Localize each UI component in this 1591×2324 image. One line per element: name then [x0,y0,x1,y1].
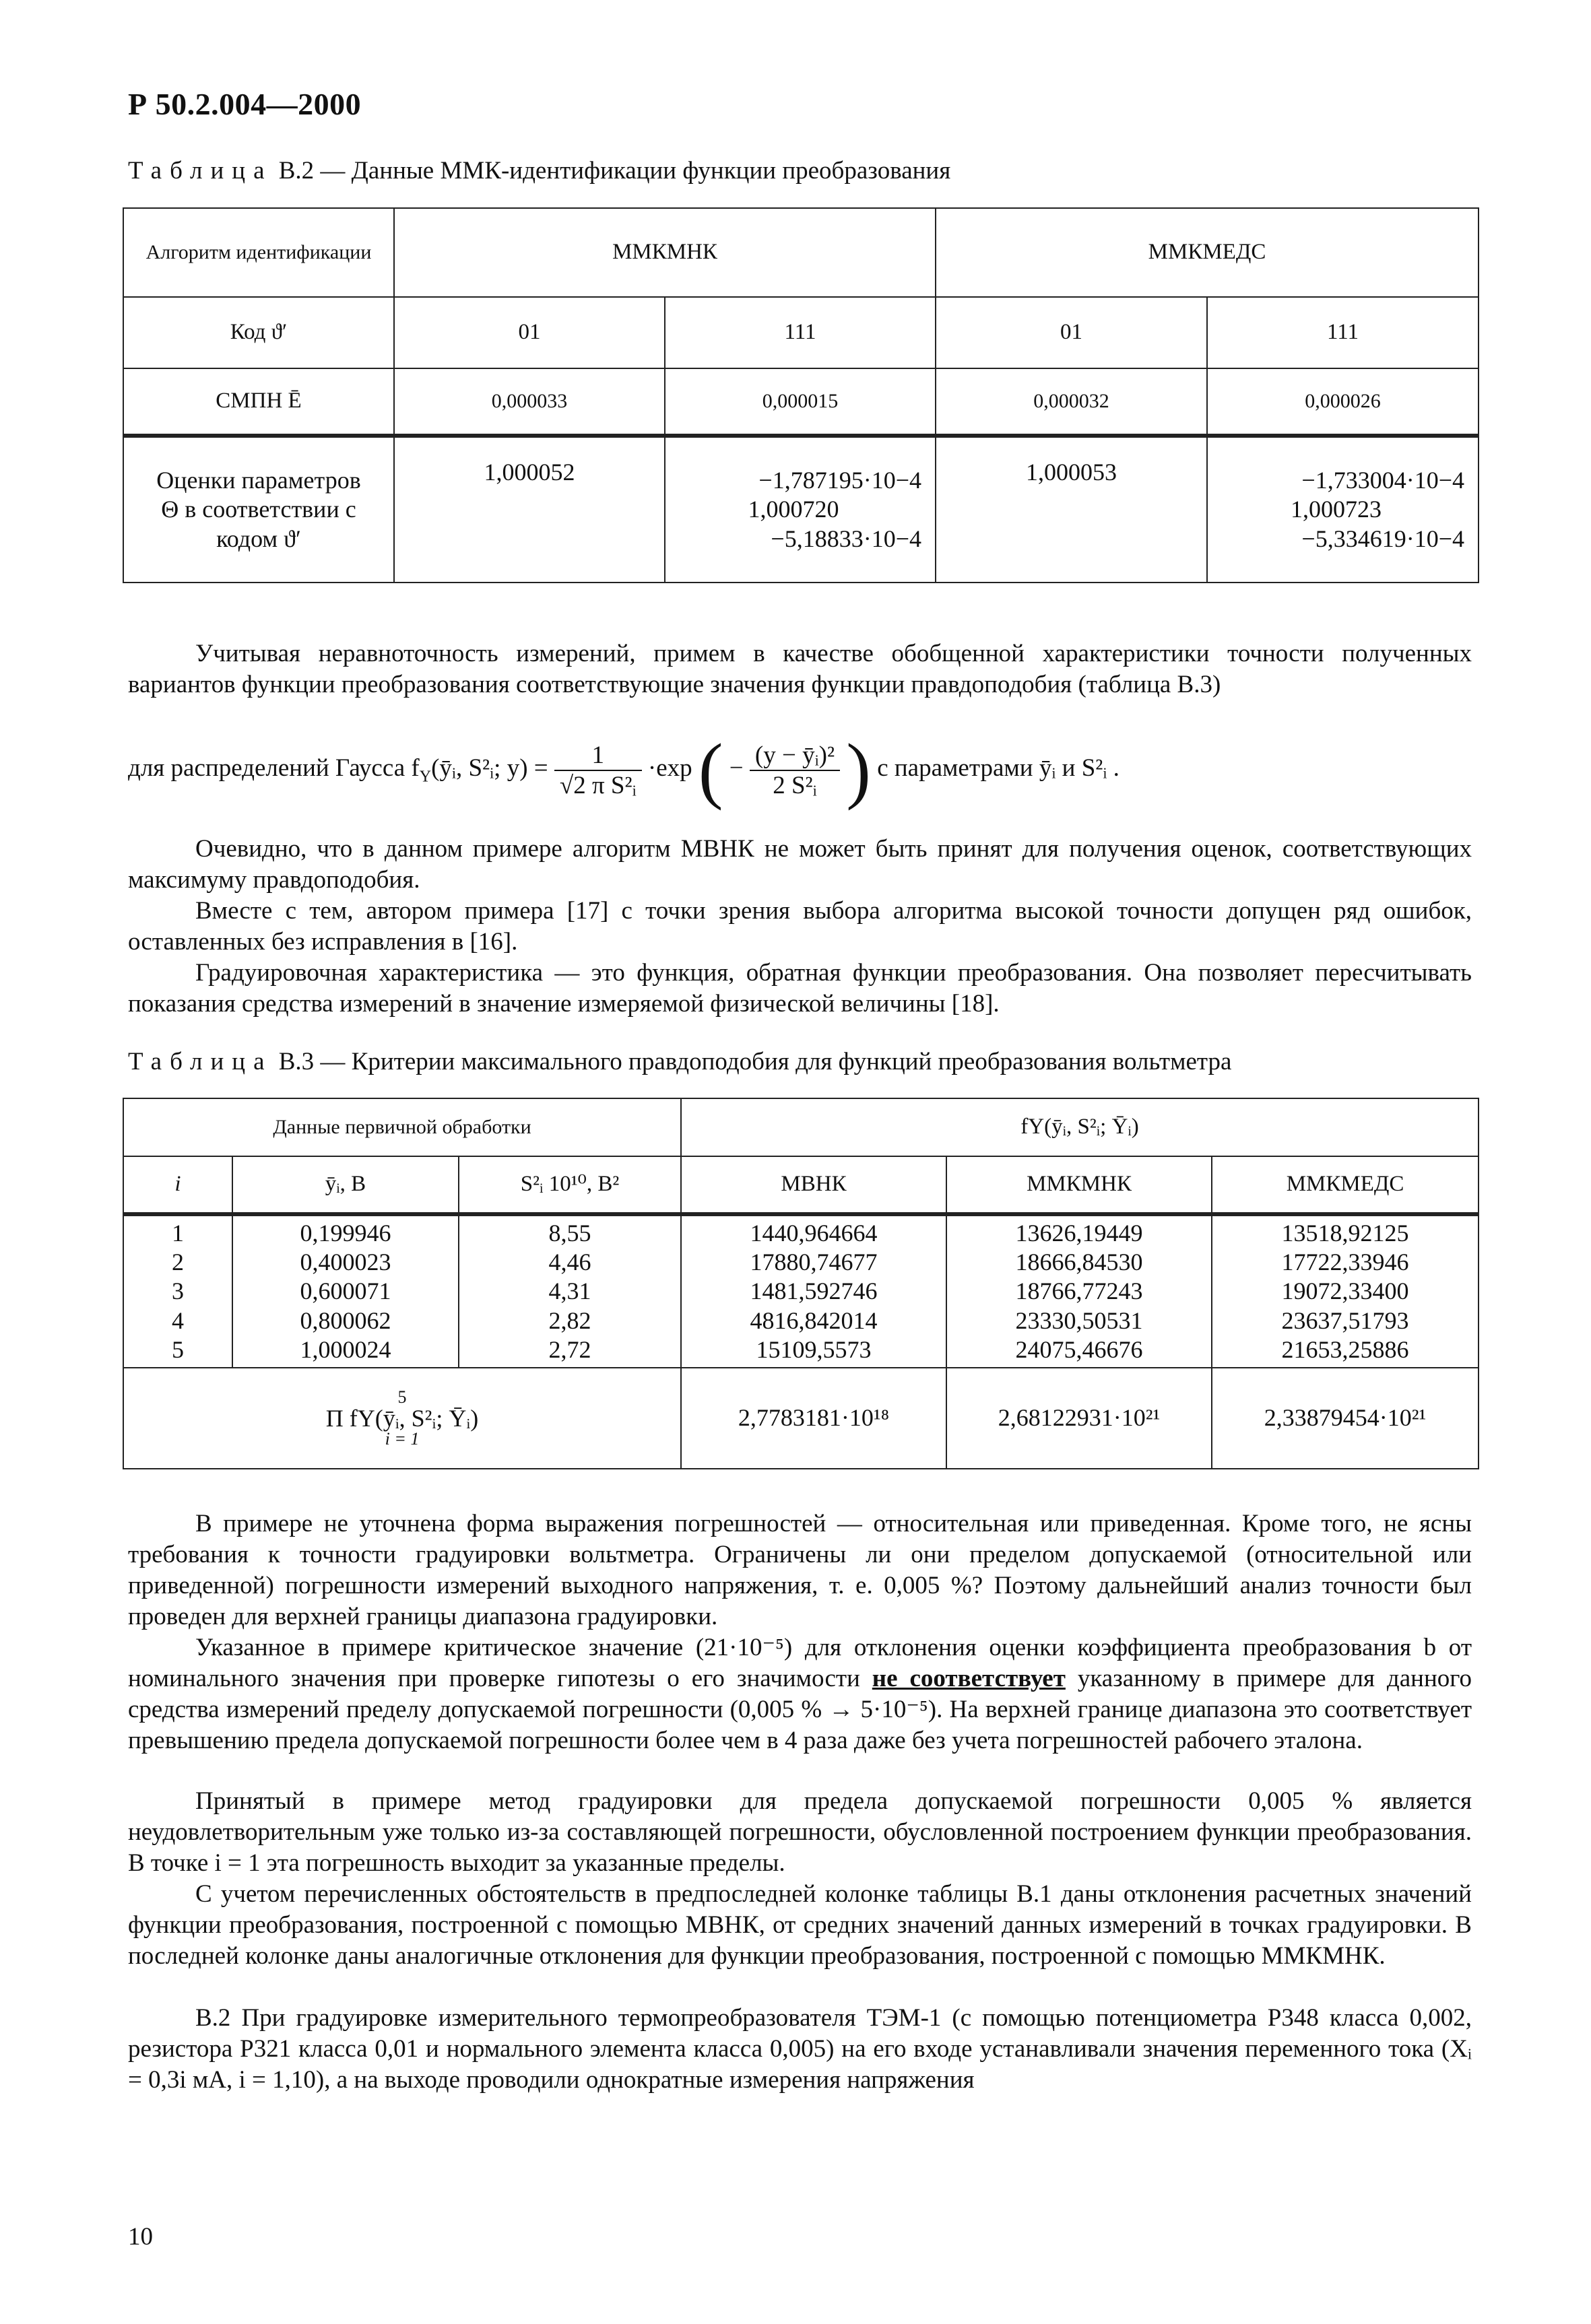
estimate-value: 1,000720 [748,496,839,523]
table-b3-caption [128,1047,1231,1076]
table-b3-mmkmnk-cells [946,1214,1212,1368]
paragraph-text: указанному в примере для данного средства измерений пределу допускаемой погрешности (0,005 % → 5·10⁻⁵). На верхней границе диапазона это соответствует превышению предела допускаемой погрешности более чем в 4 раза даже без учета погрешностей рабочего эталона. [128,1665,1472,1754]
paragraph-emphasis: не соответствует [872,1665,1066,1692]
table-b3-product-mmkmnk: 2,68122931·10²¹ [946,1368,1212,1469]
right-paren-icon: ) [846,729,871,811]
estimates-label-line: Оценки параметров [156,467,361,494]
table-cell: 4816,842014 [750,1306,878,1334]
table-b3-col-i: i [123,1156,232,1214]
table-cell: 4,31 [548,1277,591,1305]
table-b2-head-mmkmnk: ММКМНК [394,208,936,297]
table-b3-col-s: S²ᵢ 10¹⁰, В² [459,1156,681,1214]
table-b2-code-cell: 111 [1207,297,1479,368]
table-cell: 4,46 [548,1249,591,1276]
table-b2-smpn-label: СМПН Ē [123,368,394,436]
table-b3-caption-prefix: Таблица [128,1048,273,1075]
table-b2-smpn-cell: 0,000033 [394,368,665,436]
table-b3-mvnk-cells [681,1214,946,1368]
table-cell: 2 [172,1249,184,1276]
formula-lead: для распределений Гаусса f [128,754,420,782]
table-b2-code-cell: 01 [936,297,1207,368]
table-cell: 13626,19449 [1015,1220,1143,1247]
table-cell: 17880,74677 [750,1249,878,1276]
paragraph: В.2 При градуировке измерительного термопреобразователя ТЭМ-1 (с помощью потенциометра Р348 класса 0,002, резистора Р321 класса 0,01 и нормального элемента класса 0,005) на его входе устанавливали значения переменного тока (Xᵢ = 0,3i мА, i = 1,10), а на выходе проводили однократные измерения напряжения [128,2004,1472,2094]
table-cell: 0,400023 [300,1249,391,1276]
table-b3 [123,1098,1479,1469]
table-cell: 19072,33400 [1281,1277,1409,1305]
table-b2-estimate-cell: 1,000053 [936,436,1207,583]
paragraph: Очевидно, что в данном примере алгоритм МВНК не может быть принят для получения оценок, соответствующих максимуму правдоподобия. [128,835,1472,894]
table-b3-head-primary: Данные первичной обработки [123,1098,681,1156]
table-b2-caption-text: В.2 — Данные ММК-идентификации функции преобразования [278,157,951,185]
table-b2-caption-prefix: Таблица [128,157,273,185]
table-b3-mmkmeds-cells [1212,1214,1479,1368]
table-b2-estimate-cell [1207,436,1479,583]
paragraph: Принятый в примере метод градуировки для предела допускаемой погрешности 0,005 % является неудовлетворительным уже только из-за составляющей погрешности, обусловленной построением функции преобразования. В точке i = 1 эта погрешность выходит за указанные пределы. [128,1787,1472,1877]
estimate-value: −5,18833·10−4 [771,525,922,552]
table-cell: 0,800062 [300,1306,391,1334]
estimate-value: −1,787195·10−4 [758,467,922,494]
estimates-label-line: кодом ϑ′ [216,525,301,552]
table-b2-smpn-cell: 0,000015 [665,368,936,436]
table-cell: 2,72 [548,1335,591,1363]
paragraph: С учетом перечисленных обстоятельств в предпоследней колонке таблицы В.1 даны отклонения расчетных значений функции преобразования, построенной с помощью МВНК, от средних значений данных измерений в точках градуировки. В последней колонке даны аналогичные отклонения для функции преобразования, построенной с помощью ММКМНК. [128,1880,1472,1970]
table-b3-col-mvnk: МВНК [681,1156,946,1214]
paragraph: Учитывая неравноточность измерений, примем в качестве обобщенной характеристики точности полученных вариантов функции преобразования соответствующие значения функции правдоподобия (таблица В.3) [128,640,1472,698]
table-cell: 13518,92125 [1281,1220,1409,1247]
standard-number: Р 50.2.004—2000 [128,87,362,121]
table-b2-code-label: Код ϑ′ [123,297,394,368]
table-b3-product-label [123,1368,681,1469]
table-cell: 18766,77243 [1015,1277,1143,1305]
table-b2-smpn-cell: 0,000032 [936,368,1207,436]
table-cell: 0,199946 [300,1220,391,1247]
paragraph-text: Указанное в примере критическое значение (21·10⁻⁵) для отклонения оценки коэффициента преобразования b от номинального значения при проверке гипотезы о его значимости [128,1634,1472,1692]
table-cell: 23330,50531 [1015,1306,1143,1334]
formula-fraction [750,741,840,800]
paragraph: Градуировочная характеристика — это функция, обратная функции преобразования. Она позволяет пересчитывать показания средства измерений в значение измеряемой физической величины [18]. [128,959,1472,1018]
table-cell: 3 [172,1277,184,1305]
table-b2-code-cell: 01 [394,297,665,368]
gauss-formula: для распределений Гаусса $f_Y(ȳᵢ$, S²ᵢ; y) = $\frac{1}{\text{√2 π S²ᵢ}}$ ·exp ( − $\frac{\text{(y − ȳᵢ)²}}{\text{2 S²ᵢ}}$ ) с параметрами ȳᵢ и S²ᵢ . [128,729,1119,811]
fraction-denominator: √2 π S²ᵢ [559,771,637,799]
table-b2-estimate-cell [665,436,936,583]
table-b3-y-cells [232,1214,459,1368]
table-b2-smpn-cell: 0,000026 [1207,368,1479,436]
estimate-value: −1,733004·10−4 [1301,467,1465,494]
table-cell: 15109,5573 [756,1335,872,1363]
estimate-value: −5,334619·10−4 [1301,525,1465,552]
table-b3-product-mvnk: 2,7783181·10¹⁸ [681,1368,946,1469]
product-expression: Π fY(ȳᵢ, S²ᵢ; Ȳᵢ) [325,1405,479,1432]
table-cell: 1481,592746 [750,1277,878,1305]
table-b3-product-mmkmeds: 2,33879454·10²¹ [1212,1368,1479,1469]
product-upper-limit: 5 [397,1387,407,1407]
table-b3-caption-text: В.3 — Критерии максимального правдоподобия для функций преобразования вольтметра [278,1048,1232,1075]
table-cell: 21653,25886 [1281,1335,1409,1363]
estimate-value: 1,000723 [1291,496,1382,523]
formula-exp: ·exp [647,754,692,782]
paragraph: В примере не уточнена форма выражения погрешностей — относительная или приведенная. Кроме того, не ясны требования к точности градуировки вольтметра. Ограничены ли они пределом допускаемой (относительной или приведенной) погрешности измерений выходного напряжения, т. е. 0,005 %? Поэтому дальнейший анализ точности был проведен для верхней границы диапазона градуировки. [128,1510,1472,1630]
table-b2-estimates-label [123,436,394,583]
table-cell: 1440,964664 [750,1220,878,1247]
table-b3-i-cells [123,1214,232,1368]
table-cell: 8,55 [548,1220,591,1247]
left-paren-icon: ( [698,729,723,811]
table-b2-code-cell: 111 [665,297,936,368]
table-b2-estimate-cell: 1,000052 [394,436,665,583]
table-b3-head-func: fY(ȳᵢ, S²ᵢ; Ȳᵢ) [681,1098,1479,1156]
table-b3-col-mmkmeds: ММКМЕДС [1212,1156,1479,1214]
formula-tail: с параметрами ȳᵢ и S²ᵢ . [877,754,1119,782]
formula-fraction [554,741,642,800]
product-lower-limit: i = 1 [385,1429,420,1449]
fraction-numerator: (y − ȳᵢ)² [750,741,840,771]
table-b3-col-y: ȳᵢ, В [232,1156,459,1214]
table-cell: 23637,51793 [1281,1306,1409,1334]
table-b3-col-mmkmnk: ММКМНК [946,1156,1212,1214]
table-cell: 2,82 [548,1306,591,1334]
fraction-denominator: 2 S²ᵢ [773,771,817,799]
table-b3-s-cells [459,1214,681,1368]
formula-args: (ȳᵢ, S²ᵢ; y) = [431,754,548,782]
paragraph: Вместе с тем, автором примера [17] с точки зрения выбора алгоритма высокой точности допущен ряд ошибок, оставленных без исправления в [16]. [128,897,1472,956]
table-cell: 18666,84530 [1015,1249,1143,1276]
paragraph [128,1632,1472,1756]
page-number: 10 [128,2223,153,2251]
table-cell: 1,000024 [300,1335,391,1363]
table-cell: 17722,33946 [1281,1249,1409,1276]
estimates-label-line: Θ в соответствии с [161,496,356,523]
fraction-numerator: 1 [554,741,642,771]
table-cell: 5 [172,1335,184,1363]
table-cell: 4 [172,1306,184,1334]
table-b2-caption [128,156,950,185]
table-cell: 24075,46676 [1015,1335,1143,1363]
table-cell: 1 [172,1220,184,1247]
table-b2-head-algorithm: Алгоритм идентификации [123,208,394,297]
table-b2-head-mmkmeds: ММКМЕДС [936,208,1479,297]
table-cell: 0,600071 [300,1277,391,1305]
table-b2 [123,207,1479,583]
